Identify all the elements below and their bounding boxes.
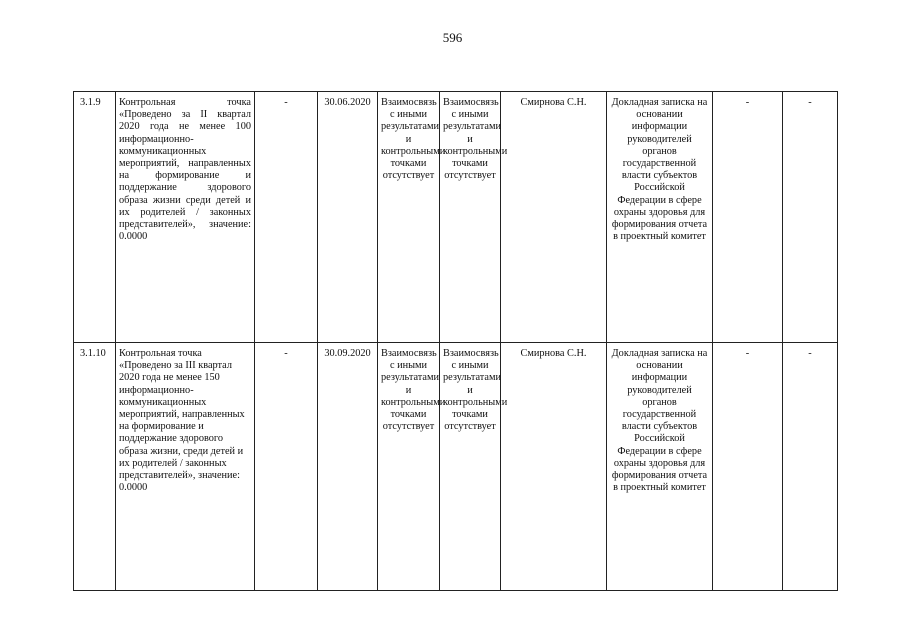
row-note: -: [783, 343, 838, 591]
row-end-date: 30.06.2020: [318, 92, 378, 343]
row-successor: Взаимосвязь с иными результатами и контрольными точками отсутствует: [440, 92, 501, 343]
row-level: -: [713, 343, 783, 591]
row-number: 3.1.9: [74, 92, 116, 343]
row-start-date: -: [255, 343, 318, 591]
control-points-table: [73, 91, 838, 591]
row-predecessor: Взаимосвязь с иными результатами и контрольными точками отсутствует: [378, 343, 440, 591]
row-document: Докладная записка на основании информации руководителей органов государственной власти субъектов Российской Федерации в сфере охраны здоровья для формирования отчета в проектный комитет: [607, 92, 713, 343]
row-number: 3.1.10: [74, 343, 116, 591]
row-start-date: -: [255, 92, 318, 343]
row-predecessor: Взаимосвязь с иными результатами и контрольными точками отсутствует: [378, 92, 440, 343]
row-successor: Взаимосвязь с иными результатами и контрольными точками отсутствует: [440, 343, 501, 591]
page-number: 596: [442, 30, 463, 45]
row-responsible: Смирнова С.Н.: [501, 343, 607, 591]
table-row: [74, 343, 838, 591]
row-level: -: [713, 92, 783, 343]
row-document: Докладная записка на основании информации руководителей органов государственной власти субъектов Российской Федерации в сфере охраны здоровья для формирования отчета в проектный комитет: [607, 343, 713, 591]
row-responsible: Смирнова С.Н.: [501, 92, 607, 343]
row-description: Контрольная точка «Проведено за II квартал 2020 года не менее 100 информационно-коммуникационных мероприятий, направленных на формирование и поддержание здорового образа жизни среди детей и их родителей / законных представителей», значение: 0.0000: [116, 92, 255, 343]
row-note: -: [783, 92, 838, 343]
row-description: Контрольная точка «Проведено за III квартал 2020 года не менее 150 информационно-коммуникационных мероприятий, направленных на формирование и поддержание здорового образа жизни, среди детей и их родителей / законных представителей», значение: 0.0000: [116, 343, 255, 591]
table-row: [74, 92, 838, 343]
row-end-date: 30.09.2020: [318, 343, 378, 591]
